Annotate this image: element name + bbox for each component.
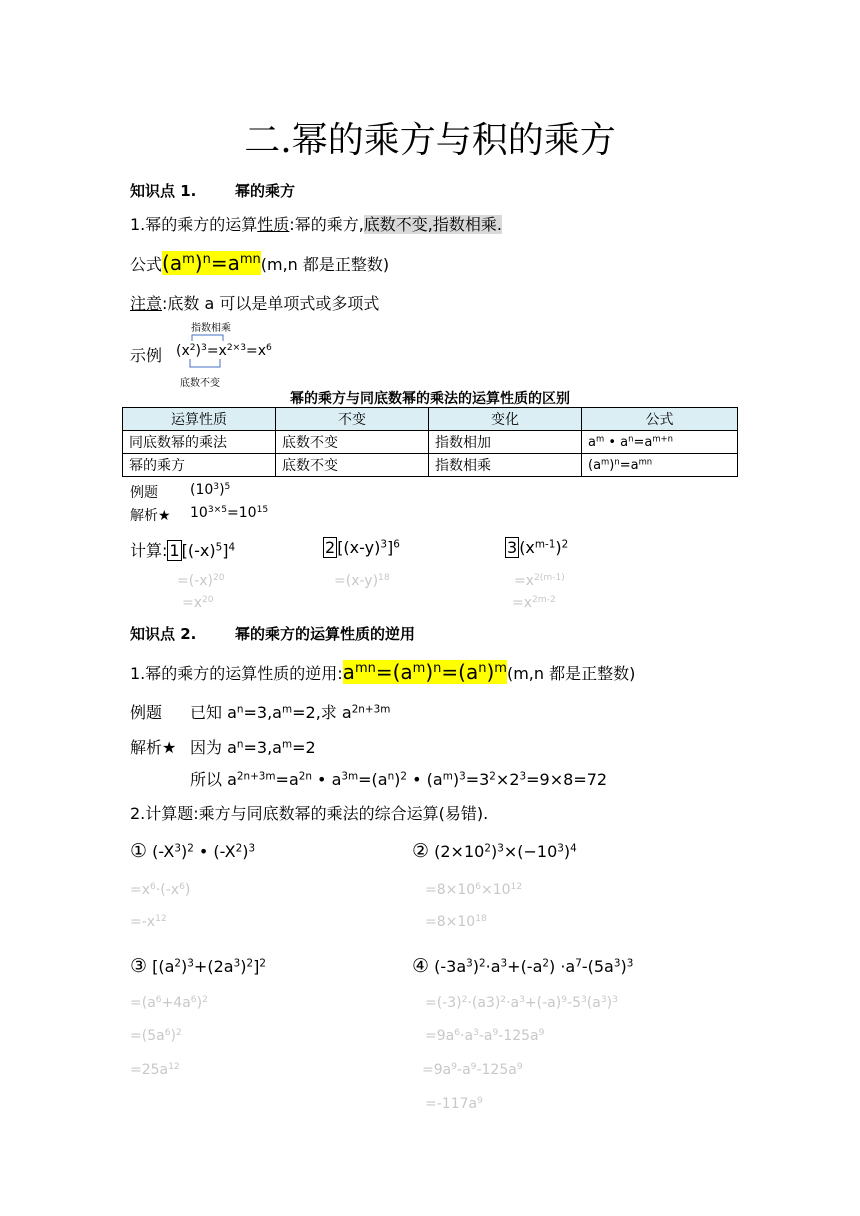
table-cell-formula: $(a^m)^n=a^{mn}$ <box>582 454 738 477</box>
calc-number-box: 2 <box>325 538 336 557</box>
circle-number-3: ③ <box>130 955 148 977</box>
kp2-sol-line2: 所以 $a^{2n+3m}=a^{2n}$ • $a^{3m}=(a^n)^2$ • $(a^m)^3=3^2\times 2^3=9\times 8=72$ <box>190 770 608 789</box>
answer-step: $=9a^6\cdot a^3-a^9-125a^9$ <box>425 1028 545 1044</box>
kp1-formula: $(a^m)^n=a^{mn}$ <box>162 251 261 275</box>
table-cell: 指数相乘 <box>429 454 582 477</box>
answer-step: $=9a^9-a^9-125a^9$ <box>422 1062 523 1078</box>
answer-step: $=x^{2m-2}$ <box>512 595 556 611</box>
answer-step: $=(a^6+4a^6)^2$ <box>130 995 208 1011</box>
table-header-cell: 不变 <box>276 408 429 431</box>
page-title: 二.幂的乘方与积的乘方 <box>244 120 616 161</box>
kp1-note-rest: :底数 a 可以是单项式或多项式 <box>162 294 380 313</box>
answer-step: $=x^6\cdot(-x^6)$ <box>130 882 191 898</box>
problem-4: ④ $(-3a^3)^2\cdot a^3+(-a^2) \cdot a^7-(5a^3)^3$ <box>412 955 634 977</box>
kp1-note <box>130 291 379 314</box>
answer-step: $=(-x)^{20}$ <box>177 573 225 589</box>
circle-number-1: ① <box>130 840 148 862</box>
calc-2: 2 $[(x-y)^3]^6$ <box>325 538 400 557</box>
diagram-top-label: 指数相乘 <box>191 323 231 334</box>
answer-step: $=x^{20}$ <box>182 595 214 611</box>
diagram-bottom-label: 底数不变 <box>180 378 220 389</box>
table-title: 幂的乘方与同底数幂的乘法的运算性质的区别 <box>290 391 570 407</box>
table-cell: 幂的乘方 <box>123 454 276 477</box>
comparison-table <box>122 407 738 477</box>
answer-step: $=8\times 10^6\times 10^{12}$ <box>425 882 523 898</box>
kp1-formula-prefix: 公式 <box>130 255 163 274</box>
table-cell: 底数不变 <box>276 431 429 454</box>
table-cell: 同底数幂的乘法 <box>123 431 276 454</box>
kp1-rule-highlight: 底数不变,指数相乘. <box>363 215 502 234</box>
kp2-sol-line1: 因为 $a^n=3,a^m=2$ <box>190 738 316 757</box>
kp2-ex-prefix: 已知 a <box>190 703 237 722</box>
problem-2: ② $(2\times 10^2)^3\times(-10^3)^4$ <box>412 840 577 862</box>
kp1-formula-line <box>130 248 389 280</box>
kp2-name: 幂的乘方的运算性质的逆用 <box>235 625 416 643</box>
calc-number-box: 3 <box>507 538 518 557</box>
calc-label: 计算: <box>130 541 168 560</box>
answer-step: $=(5a^6)^2$ <box>130 1028 182 1044</box>
calc-3: 3 $(x^{m-1})^2$ <box>507 538 569 557</box>
kp1-name: 幂的乘方 <box>235 182 296 200</box>
kp1-example-label: 示例 <box>130 346 163 365</box>
kp1-ex-label: 例题 <box>130 485 158 501</box>
kp2-rule <box>130 657 635 689</box>
kp1-note-underlined: 注意 <box>130 294 163 313</box>
calc-number-box: 1 <box>169 541 180 560</box>
circle-number-4: ④ <box>412 955 430 977</box>
answer-step: $=(-3)^2\cdot(a3)^2\cdot a^3+(-a)^9-5^3(a^3)^3$ <box>425 995 618 1011</box>
kp1-label: 知识点 1. <box>130 182 197 200</box>
problem-1: ① $(-X^3)^2$ • $(-X^2)^3$ <box>130 840 256 862</box>
calc-1: 计算: 1 $[(-x)^5]^4$ <box>130 541 236 560</box>
kp1-ex-formula: $(10^3)^5$ <box>190 482 231 498</box>
kp1-formula-suffix: (m,n 都是正整数) <box>260 255 390 274</box>
problem-3: ③ $[(a^2)^3+(2a^3)^2]^2$ <box>130 955 266 977</box>
kp2-sol-label: 解析★ <box>130 738 177 757</box>
kp2-ex-label: 例题 <box>130 703 163 722</box>
table-cell: 指数相加 <box>429 431 582 454</box>
table-row <box>123 454 738 477</box>
kp2-ex-text: 已知 $a^n=3,a^m=2$,求 $a^{2n+3m}$ <box>190 703 391 722</box>
table-row <box>123 431 738 454</box>
table-cell-formula: $a^m$ • $a^n=a^{m+n}$ <box>582 431 738 454</box>
kp1-rule-mid: :幂的乘方, <box>289 215 364 234</box>
answer-step: $=-117a^9$ <box>425 1096 483 1112</box>
table-header-cell: 公式 <box>582 408 738 431</box>
table-cell: 底数不变 <box>276 454 429 477</box>
answer-step: $=(x-y)^{18}$ <box>334 573 390 589</box>
circle-number-2: ② <box>412 840 430 862</box>
table-header-cell: 变化 <box>429 408 582 431</box>
kp1-example-formula: $(x^2)^3=x^{2\times 3}=x^6$ <box>176 343 272 359</box>
kp2-sol2-prefix: 所以 a <box>190 770 237 789</box>
kp2-label: 知识点 2. <box>130 625 197 643</box>
kp2-formula: $a^{mn}=(a^m)^n=(a^n)^m$ <box>342 660 507 684</box>
answer-step: $=-x^{12}$ <box>130 914 167 930</box>
kp2-rule-suffix: (m,n 都是正整数) <box>506 664 636 683</box>
kp1-rule-prefix: 1.幂的乘方的运算 <box>130 215 258 234</box>
kp2-sol-prefix: 因为 a <box>190 738 237 757</box>
kp1-sol-label: 解析★ <box>130 508 171 524</box>
answer-step: $=25a^{12}$ <box>130 1062 180 1078</box>
kp2-item2: 2.计算题:乘方与同底数幂的乘法的综合运算(易错). <box>130 804 489 823</box>
kp1-rule-underlined: 性质 <box>257 215 290 234</box>
kp1-sol-formula: $10^{3\times 5}=10^{15}$ <box>190 505 269 521</box>
table-header-cell: 运算性质 <box>123 408 276 431</box>
table-header-row <box>123 408 738 431</box>
kp1-rule <box>130 212 502 235</box>
kp2-rule-prefix: 1.幂的乘方的运算性质的逆用: <box>130 664 343 683</box>
answer-step: $=8\times 10^{18}$ <box>425 914 487 930</box>
answer-step: $=x^{2(m-1)}$ <box>514 573 565 589</box>
